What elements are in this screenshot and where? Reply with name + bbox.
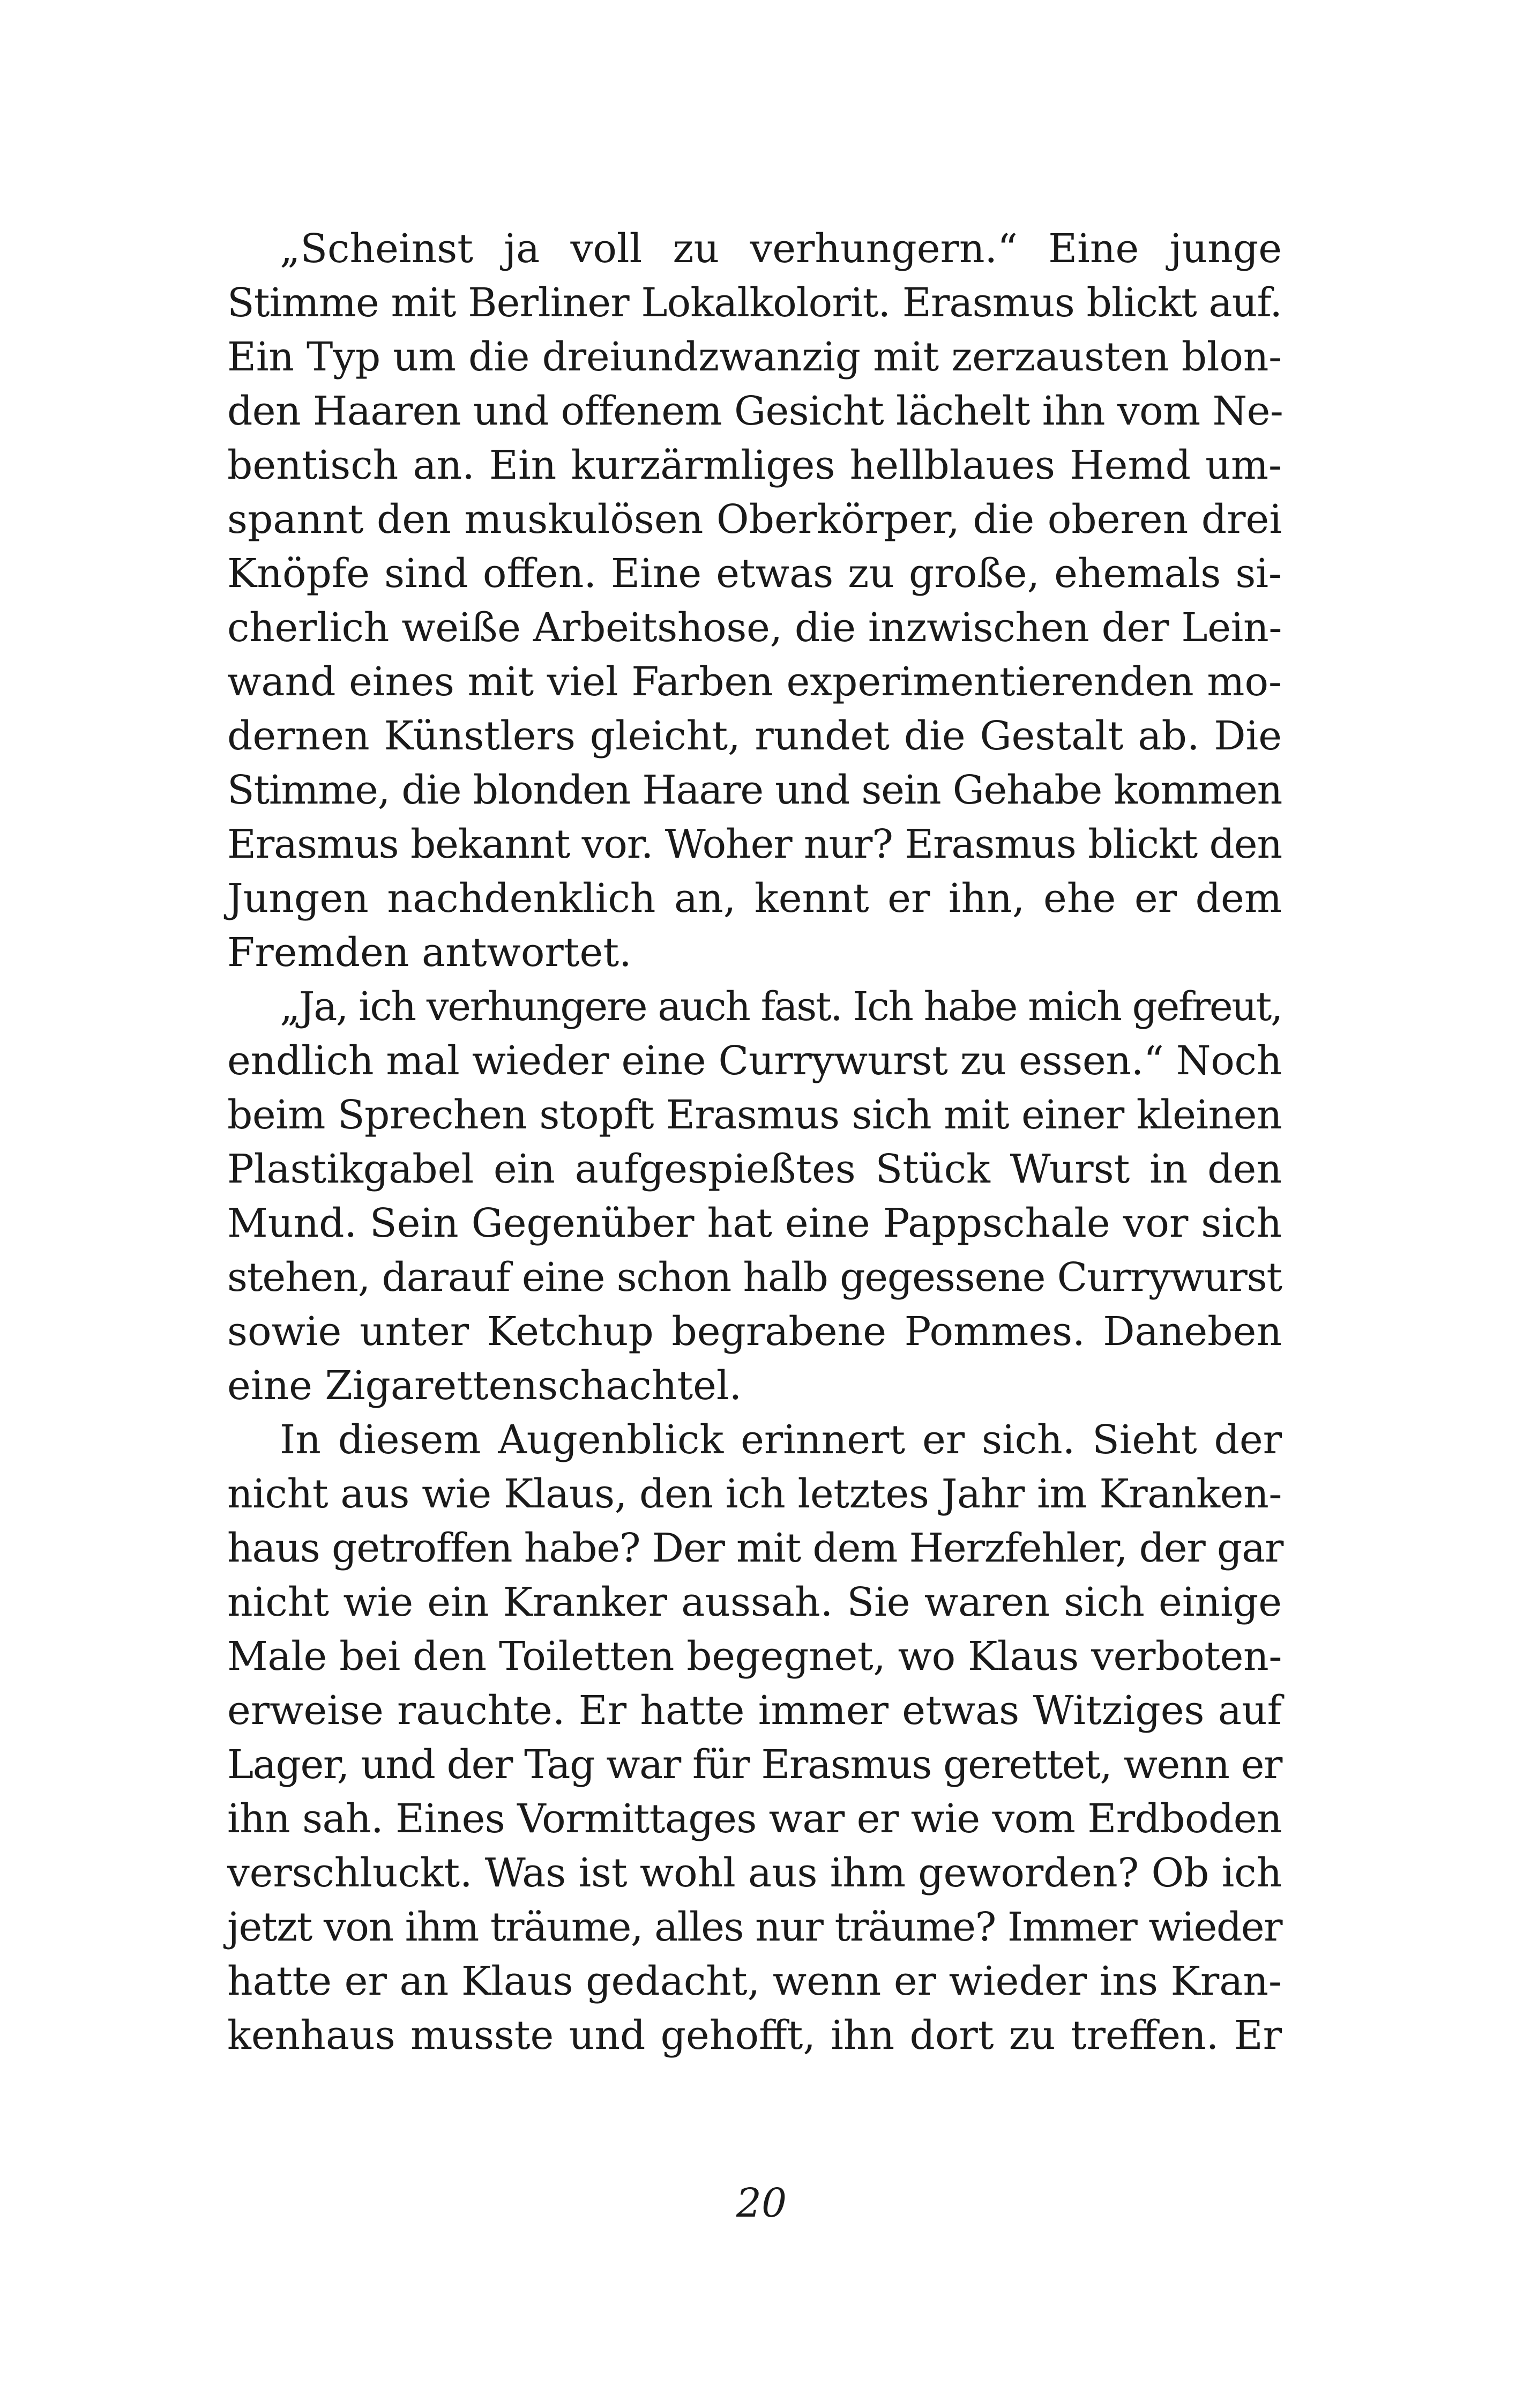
text-line: Ein Typ um die dreiundzwanzig mit zerzausten blon-: [227, 334, 1282, 380]
text-line: haus getroffen habe? Der mit dem Herzfehler, der gar: [227, 1525, 1283, 1571]
text-line: Erasmus bekannt vor. Woher nur? Erasmus blickt den: [227, 821, 1282, 867]
text-line: dernen Künstlers gleicht, rundet die Gestalt ab. Die: [227, 713, 1282, 759]
text-line: den Haaren und offenem Gesicht lächelt ihn vom Ne-: [227, 388, 1283, 434]
text-line: stehen, darauf eine schon halb gegessene Currywurst: [227, 1254, 1282, 1300]
text-line: Lager, und der Tag war für Erasmus gerettet, wenn er: [227, 1742, 1282, 1788]
text-line: Stimme mit Berliner Lokalkolorit. Erasmus blickt auf.: [227, 280, 1282, 326]
text-line: bentisch an. Ein kurzärmliges hellblaues Hemd um-: [227, 442, 1282, 488]
text-line: erweise rauchte. Er hatte immer etwas Witziges auf: [227, 1688, 1282, 1734]
text-line: Jungen nachdenklich an, kennt er ihn, ehe er dem: [227, 875, 1282, 921]
text-line: eine Zigarettenschachtel.: [227, 1363, 742, 1409]
text-line: cherlich weiße Arbeitshose, die inzwischen der Lein-: [227, 605, 1282, 651]
text-line: nicht wie ein Kranker aussah. Sie waren sich einige: [227, 1579, 1282, 1625]
text-line: beim Sprechen stopft Erasmus sich mit einer kleinen: [227, 1092, 1282, 1138]
text-line: spannt den muskulösen Oberkörper, die oberen drei: [227, 496, 1282, 542]
text-line: Male bei den Toiletten begegnet, wo Klaus verboten-: [227, 1633, 1282, 1679]
text-line: „Ja, ich verhungere auch fast. Ich habe mich gefreut,: [280, 984, 1282, 1030]
text-line: jetzt von ihm träume, alles nur träume? Immer wieder: [227, 1904, 1282, 1950]
text-line: Plastikgabel ein aufgespießtes Stück Wurst in den: [227, 1146, 1282, 1192]
text-line: Fremden antwortet.: [227, 930, 632, 976]
text-line: ihn sah. Eines Vormittages war er wie vom Erdboden: [227, 1796, 1282, 1842]
text-line: In diesem Augenblick erinnert er sich. Sieht der: [280, 1417, 1282, 1463]
text-line: „Scheinst ja voll zu verhungern.“ Eine junge: [280, 226, 1282, 272]
text-line: verschluckt. Was ist wohl aus ihm geworden? Ob ich: [227, 1850, 1282, 1896]
text-line: wand eines mit viel Farben experimentierenden mo-: [227, 659, 1282, 705]
text-line: kenhaus musste und gehofft, ihn dort zu treffen. Er: [227, 2012, 1282, 2058]
text-line: Knöpfe sind offen. Eine etwas zu große, ehemals si-: [227, 551, 1282, 597]
text-line: Mund. Sein Gegenüber hat eine Pappschale vor sich: [227, 1200, 1282, 1246]
body-text: [227, 222, 1282, 2063]
text-line: sowie unter Ketchup begrabene Pommes. Daneben: [227, 1309, 1282, 1355]
text-line: endlich mal wieder eine Currywurst zu essen.“ Noch: [227, 1038, 1282, 1084]
text-line: Stimme, die blonden Haare und sein Gehabe kommen: [227, 767, 1282, 813]
text-line: nicht aus wie Klaus, den ich letztes Jahr im Kranken-: [227, 1471, 1282, 1517]
text-line: hatte er an Klaus gedacht, wenn er wieder ins Kran-: [227, 1958, 1282, 2004]
page-number: 20: [736, 2180, 787, 2226]
